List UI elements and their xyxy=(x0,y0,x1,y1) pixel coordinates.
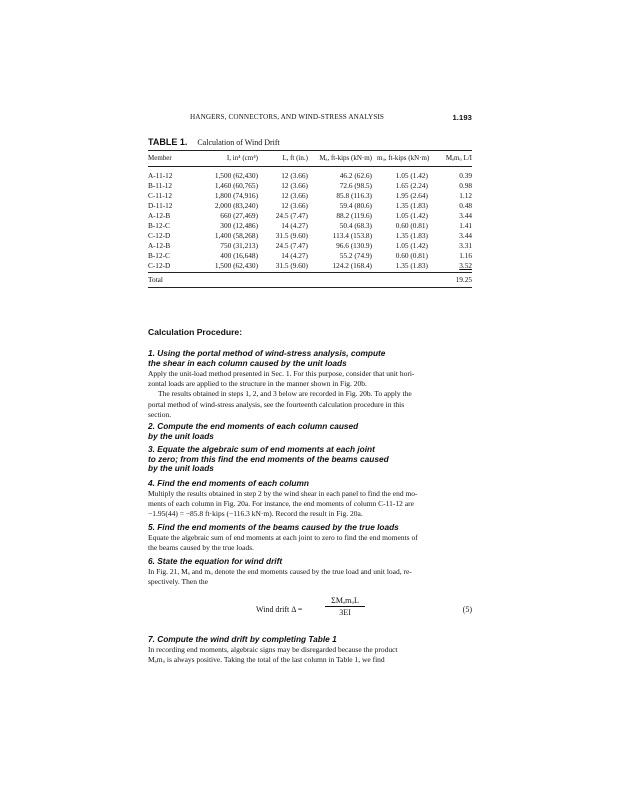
table-title xyxy=(148,137,280,147)
cell-i: 400 (16,648) xyxy=(220,251,258,260)
cell-product: 1.16 xyxy=(459,251,472,260)
step-1-heading-line: 1. Using the portal method of wind-stress analysis, compute xyxy=(148,348,386,358)
cell-product: 0.48 xyxy=(459,201,472,210)
col-header-mu: mᵤ, ft-kips (kN·m) xyxy=(377,154,430,162)
cell-i: 1,400 (58,268) xyxy=(214,231,258,240)
equation-fraction xyxy=(325,596,365,617)
cell-l: 12 (3.66) xyxy=(281,201,308,210)
cell-member: B-12-C xyxy=(148,221,170,230)
equation-numerator: ΣMₐmᵤL xyxy=(325,596,365,607)
table-header-rule xyxy=(148,166,472,167)
step-3-heading-line: to zero; from this find the end moments of the beams caused xyxy=(148,453,389,464)
table-bottom-rule xyxy=(148,287,472,288)
cell-product: 3.31 xyxy=(459,241,472,250)
page-number: 1.193 xyxy=(452,113,472,122)
cell-mu: 1.05 (1.42) xyxy=(395,171,428,180)
cell-member: B-12-C xyxy=(148,251,170,260)
text-line: Apply the unit-load method presented in Sec. 1. For this purpose, consider that unit hori- xyxy=(148,369,415,378)
step-6-text xyxy=(148,567,472,587)
table-label: TABLE 1. xyxy=(148,137,188,147)
text-line: Multiply the results obtained in step 2 by the wind shear in each panel to find the end mo- xyxy=(148,489,418,498)
cell-i: 1,460 (60,765) xyxy=(214,181,258,190)
cell-ma: 113.4 (153.8) xyxy=(332,231,372,240)
cell-ma: 124.2 (168.4) xyxy=(332,261,372,270)
step-5-text xyxy=(148,533,472,553)
col-header-product: Mₐmᵤ L/I xyxy=(445,154,472,162)
text-line: spectively. Then the xyxy=(148,577,208,587)
cell-product: 0.98 xyxy=(459,181,472,190)
text-line: In Fig. 21, Mₐ and mᵤ denote the end moments caused by the true load and unit load, re- xyxy=(148,567,412,576)
cell-l: 12 (3.66) xyxy=(281,191,308,200)
cell-member: A-12-B xyxy=(148,211,171,220)
total-value: 19.25 xyxy=(455,275,472,284)
col-header-l: L, ft (in.) xyxy=(282,154,308,162)
equation-denominator: 3EI xyxy=(339,608,351,617)
step-4-text xyxy=(148,489,472,520)
cell-l: 12 (3.66) xyxy=(281,171,308,180)
cell-mu: 0.60 (0.81) xyxy=(395,221,428,230)
text-line: zontal loads are applied to the structure in the manner shown in Fig. 20b. xyxy=(148,379,367,389)
cell-mu: 0.60 (0.81) xyxy=(395,251,428,260)
cell-ma: 72.6 (98.5) xyxy=(339,181,372,190)
cell-product: 1.12 xyxy=(459,191,472,200)
step-6-heading: 6. State the equation for wind drift xyxy=(148,556,283,566)
cell-mu: 1.35 (1.83) xyxy=(395,201,428,210)
step-1-heading xyxy=(148,349,472,368)
step-3-heading xyxy=(148,445,472,474)
cell-ma: 46.2 (62.6) xyxy=(339,171,372,180)
step-3-heading-line: 3. Equate the algebraic sum of end moments at each joint xyxy=(148,444,375,454)
cell-ma: 96.6 (130.9) xyxy=(336,241,372,250)
section-title: Calculation Procedure: xyxy=(148,327,243,337)
step-7-heading: 7. Compute the wind drift by completing Table 1 xyxy=(148,634,337,644)
cell-i: 1,500 (62,430) xyxy=(214,171,258,180)
step-2-heading-line: 2. Compute the end moments of each column caused xyxy=(148,421,359,431)
cell-member: A-12-B xyxy=(148,241,171,250)
cell-member: D-11-12 xyxy=(148,201,173,210)
cell-member: C-12-D xyxy=(148,261,171,270)
text-line: ments of each column in Fig. 20a. For instance, the end moments of column C-11-12 are xyxy=(148,499,414,509)
cell-i: 1,800 (74,916) xyxy=(214,191,258,200)
text-line: Mₐmᵤ is always positive. Taking the total of the last column in Table 1, we find xyxy=(148,655,385,665)
cell-ma: 59.4 (80.6) xyxy=(339,201,372,210)
cell-product: 3.44 xyxy=(459,211,472,220)
step-7-text xyxy=(148,645,472,665)
text-line: the beams caused by the true loads. xyxy=(148,543,255,553)
cell-member: A-11-12 xyxy=(148,171,173,180)
text-line: Equate the algebraic sum of end moments at each joint to zero to find the end moments of xyxy=(148,533,418,542)
cell-member: C-12-D xyxy=(148,231,171,240)
step-1-heading-line: the shear in each column caused by the unit loads xyxy=(148,357,347,368)
cell-l: 24.5 (7.47) xyxy=(275,241,308,250)
table-total-rule xyxy=(148,272,472,273)
wind-drift-equation xyxy=(148,596,472,624)
cell-product: 3.44 xyxy=(459,231,472,240)
step-2-heading xyxy=(148,422,472,441)
cell-ma: 55.2 (74.9) xyxy=(339,251,372,260)
table-caption: Calculation of Wind Drift xyxy=(197,138,280,147)
text-line: section. xyxy=(148,409,172,419)
cell-product: 3.52 xyxy=(459,261,472,270)
cell-member: B-11-12 xyxy=(148,181,173,190)
cell-l: 12 (3.66) xyxy=(281,181,308,190)
step-5-heading: 5. Find the end moments of the beams caused by the true loads xyxy=(148,522,399,532)
equation-number: (5) xyxy=(462,605,472,614)
text-line: −1.95(44) = −85.8 ft·kips (−116.3 kN·m). Record the result in Fig. 20a. xyxy=(148,509,363,519)
step-4-heading: 4. Find the end moments of each column xyxy=(148,478,309,488)
text-line-content: The results obtained in steps 1, 2, and 3 below are recorded in Fig. 20b. To apply the xyxy=(158,389,412,399)
text-line: portal method of wind-stress analysis, see the fourteenth calculation procedure in this xyxy=(148,399,405,409)
cell-member: C-11-12 xyxy=(148,191,173,200)
cell-i: 300 (12,486) xyxy=(220,221,258,230)
cell-mu: 1.65 (2.24) xyxy=(395,181,428,190)
cell-l: 24.5 (7.47) xyxy=(275,211,308,220)
col-header-member: Member xyxy=(148,154,172,162)
cell-l: 14 (4.27) xyxy=(281,251,308,260)
cell-mu: 1.35 (1.83) xyxy=(395,231,428,240)
equation-lhs: Wind drift Δ = xyxy=(256,605,303,614)
cell-i: 1,500 (62,430) xyxy=(214,261,258,270)
cell-i: 750 (31,213) xyxy=(220,241,258,250)
step-1-text xyxy=(148,369,472,420)
cell-ma: 50.4 (68.3) xyxy=(339,221,372,230)
cell-l: 14 (4.27) xyxy=(281,221,308,230)
text-line xyxy=(148,389,472,399)
cell-mu: 1.05 (1.42) xyxy=(395,241,428,250)
col-header-ma: Mₐ, ft-kips (kN·m) xyxy=(319,154,372,162)
running-title: HANGERS, CONNECTORS, AND WIND-STRESS ANALYSIS xyxy=(190,113,385,121)
cell-product: 1.41 xyxy=(459,221,472,230)
cell-ma: 85.8 (116.3) xyxy=(336,191,372,200)
cell-l: 31.5 (9.60) xyxy=(275,231,308,240)
cell-product: 0.39 xyxy=(459,171,472,180)
step-3-heading-line: by the unit loads xyxy=(148,463,214,473)
text-line: In recording end moments, algebraic signs may be disregarded because the product xyxy=(148,645,398,654)
cell-l: 31.5 (9.60) xyxy=(275,261,308,270)
cell-mu: 1.95 (2.64) xyxy=(395,191,428,200)
table-top-rule xyxy=(148,150,472,151)
cell-mu: 1.35 (1.83) xyxy=(395,261,428,270)
cell-mu: 1.05 (1.42) xyxy=(395,211,428,220)
total-label: Total xyxy=(148,275,163,284)
cell-i: 2,000 (83,240) xyxy=(214,201,258,210)
cell-ma: 88.2 (119.6) xyxy=(336,211,372,220)
col-header-i: I, in⁴ (cm⁴) xyxy=(226,154,258,162)
step-2-heading-line: by the unit loads xyxy=(148,430,214,441)
cell-i: 660 (27,469) xyxy=(220,211,258,220)
